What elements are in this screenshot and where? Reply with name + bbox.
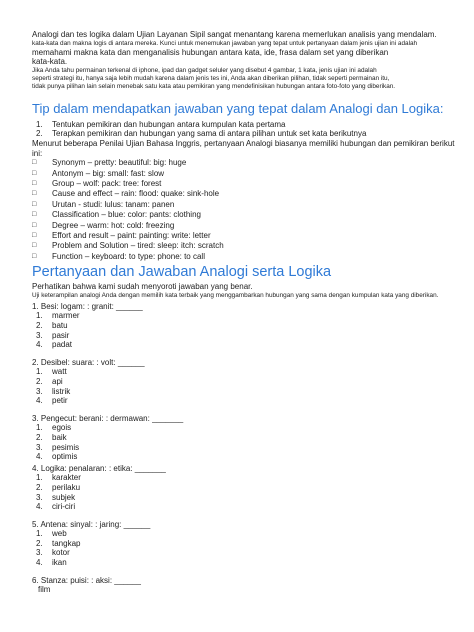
option-text: marmer [52,311,80,321]
list-item-text: Antonym – big: small: fast: slow [52,168,165,178]
square-bullet-icon: □ [32,190,37,198]
option-number: 1. [36,367,43,377]
list-item [32,189,466,199]
option-text: kotor [52,548,70,558]
option-item [32,443,466,453]
options-list [32,529,466,567]
option-text: tangkap [52,538,81,548]
question-block [32,576,466,595]
question-text: 2. Desibel: suara: : volt: ______ [32,357,145,367]
option-number: 2. [36,538,43,548]
option-item [32,396,466,406]
list-item [32,169,466,179]
option-item [32,493,466,503]
list-item [32,120,466,130]
option-text: web [52,529,67,539]
question-block [32,520,466,568]
option-text: karakter [52,473,81,483]
option-text: petir [52,396,68,406]
option-item [32,367,466,377]
option-number: 1. [36,423,43,433]
option-number: 1. [36,529,43,539]
option-text: ikan [52,558,67,568]
option-number: 2. [36,432,43,442]
list-item-text: Effort and result – paint: painting: write: letter [52,231,211,240]
option-number: 2. [36,482,43,492]
square-bullet-icon: □ [32,169,37,177]
option-text: watt [52,367,67,377]
option-item [32,423,466,433]
option-number: 3. [36,492,43,502]
option-number: 4. [36,452,43,462]
option-item [32,331,466,341]
list-item [32,129,466,139]
option-text: subjek [52,492,76,502]
question-block [32,464,466,512]
qa-heading: Pertanyaan dan Jawaban Analogi serta Logika [32,264,332,281]
question-text: 6. Stanza: puisi: : aksi: ______ [32,575,141,585]
option-item [32,433,466,443]
question-text: 5. Antena: sinyal: : jaring: ______ [32,519,151,529]
option-item [32,548,466,558]
option-item [32,558,466,568]
intro-text: Jika Anda tahu permainan terkenal di iphone, ipad dan gadget seluler yang disebut 4 gambar, 1 kata, jenis ujian ini adalah [32,66,377,74]
option-text: listrik [52,386,71,396]
intro-text: kata-kata dan makna logis di antara mereka. Kunci untuk menemukan jawaban yang tepat untuk pertanyaan dalam jenis ujian ini adalah [32,39,418,47]
intro-text: tidak punya pilihan lain selain menebak satu kata atau pemikiran yang mendefinisikan hubungan antara foto-foto yang diberikan. [32,82,396,90]
list-number: 2. [36,129,43,139]
list-item [32,241,466,251]
option-item [32,452,466,462]
intro-text: memahami makna kata dan menganalisis hubungan antara kata, ide, frasa dalam set yang diberikan [32,47,389,57]
list-item-text: Degree – warm: hot: cold: freezing [52,220,175,230]
tip-lead: Menurut beberapa Penilai Ujian Bahasa Inggris, pertanyaan Analogi biasanya memiliki hubungan dan pemikiran berikut ini: [32,138,455,158]
options-list [32,423,466,461]
option-text: ciri-ciri [52,502,76,512]
intro-section [32,30,466,91]
options-list [32,473,466,511]
options-list [32,367,466,405]
list-item-text: Urutan - studi: lulus: tanam: panen [52,199,175,209]
option-item [32,321,466,331]
option-item [32,340,466,350]
option-number: 2. [36,321,43,330]
question-block [32,358,466,406]
option-text: batu [52,321,68,330]
qa-note: Perhatikan bahwa kami sudah menyoroti jawaban yang benar. [32,282,253,292]
intro-text: kata-kata. [32,57,68,67]
list-item-text: Classification – blue: color: pants: clothing [52,210,201,220]
list-number: 1. [36,119,43,129]
square-bullet-icon: □ [32,221,37,229]
list-item [32,179,466,189]
option-number: 3. [36,386,43,396]
list-item [32,231,466,241]
option-text: pesimis [52,442,80,452]
list-item-text: Synonym – pretty: beautiful: big: huge [52,158,187,168]
intro-text: seperti strategi itu, hanya saja lebih mudah karena dalam jenis tes ini, Anda akan diberikan pilihan, tidak seperti permainan itu, [32,74,390,82]
answer-text: film [38,585,51,595]
list-item-text: Terapkan pemikiran dan hubungan yang sama di antara pilihan untuk set kata berikutnya [52,129,367,139]
square-bullet-icon: □ [32,179,37,187]
option-text: optimis [52,452,78,462]
option-item [32,502,466,512]
list-item [32,221,466,231]
option-number: 3. [36,548,43,558]
list-item-text: Problem and Solution – tired: sleep: itch: scratch [52,241,224,251]
option-item [32,539,466,549]
option-number: 4. [36,502,43,512]
square-bullet-icon: □ [32,242,37,250]
question-text: 4. Logika: penalaran: : etika: _______ [32,463,166,473]
intro-text: Analogi dan tes logika dalam Ujian Layanan Sipil sangat menantang karena memerlukan analisis yang mendalam. [32,30,437,39]
square-bullet-icon: □ [32,159,37,167]
question-text: 3. Pengecut: berani: : dermawan: _______ [32,413,184,423]
option-number: 2. [36,376,43,386]
option-number: 1. [36,473,43,483]
option-text: egois [52,423,72,433]
question-block [32,414,466,462]
list-item-text: Function – keyboard: to type: phone: to call [52,251,205,261]
tip-heading: Tip dalam mendapatkan jawaban yang tepat dalam Analogi dan Logika: [32,100,444,116]
option-item [32,473,466,483]
list-item-text: Cause and effect – rain: flood: quake: sink-hole [52,189,220,199]
option-item [32,387,466,397]
option-text: perilaku [52,482,81,492]
option-item [32,311,466,321]
square-bullet-icon: □ [32,252,37,260]
list-item-text: Group – wolf: pack: tree: forest [52,178,162,188]
option-number: 1. [36,311,43,321]
options-list [32,311,466,349]
square-bullet-icon: □ [32,211,37,219]
option-text: padat [52,340,73,350]
option-number: 4. [36,558,43,568]
question-block [32,302,466,350]
option-item [32,529,466,539]
option-number: 4. [36,340,43,350]
list-item-text: Tentukan pemikiran dan hubungan antara kumpulan kata pertama [52,119,286,129]
option-item [32,483,466,493]
square-bullet-icon: □ [32,200,37,208]
option-number: 4. [36,396,43,406]
tip-steps-list [32,120,466,139]
qa-instruction: Uji keterampilan analogi Anda dengan memilih kata terbaik yang menggambarkan hubungan yang sama dengan kumpulan kata yang diberikan. [32,291,439,299]
list-item [32,210,466,220]
option-text: pasir [52,330,70,340]
option-text: baik [52,432,67,442]
square-bullet-icon: □ [32,232,37,239]
list-item [32,252,466,262]
option-item [32,377,466,387]
relation-types-list [32,158,466,262]
option-number: 3. [36,330,43,340]
question-text: 1. Besi: logam: : granit: ______ [32,301,143,311]
option-text: api [52,376,63,386]
list-item [32,158,466,168]
option-number: 3. [36,442,43,452]
list-item [32,200,466,210]
